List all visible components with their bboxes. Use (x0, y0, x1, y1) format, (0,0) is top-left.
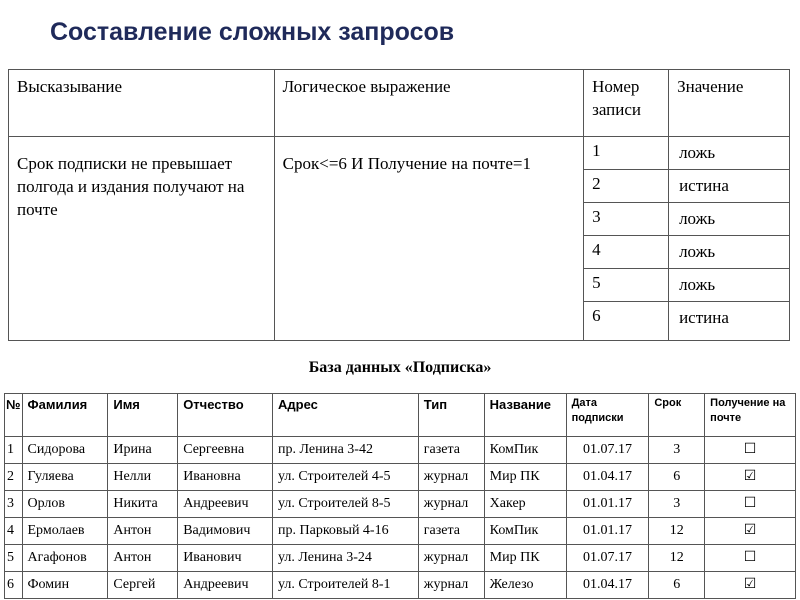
cell-date: 01.04.17 (566, 572, 649, 599)
cell-term: 3 (649, 491, 705, 518)
record-value: ложь (669, 203, 790, 236)
statement-cell: Срок подписки не превышает полгода и издания получают на почте (9, 137, 275, 341)
header-expression: Логическое выражение (274, 70, 583, 137)
cell-type: газета (418, 518, 484, 545)
cell-first-name: Сергей (108, 572, 178, 599)
cell-first-name: Никита (108, 491, 178, 518)
cell-type: журнал (418, 491, 484, 518)
record-value: ложь (669, 236, 790, 269)
header-record-number: Номер записи (584, 70, 669, 137)
table-row (5, 491, 796, 518)
cell-number: 4 (5, 518, 23, 545)
cell-middle-name: Андреевич (178, 491, 273, 518)
cell-date: 01.01.17 (566, 518, 649, 545)
cell-number: 6 (5, 572, 23, 599)
database-header-row (5, 394, 796, 437)
record-number: 1 (584, 137, 669, 170)
query-table-header (9, 70, 790, 137)
page-title: Составление сложных запросов (50, 18, 455, 46)
record-value: ложь (669, 269, 790, 302)
record-value: истина (669, 170, 790, 203)
cell-last-name: Фомин (22, 572, 108, 599)
cell-middle-name: Иванович (178, 545, 273, 572)
col-date: Дата подписки (566, 394, 649, 437)
cell-type: журнал (418, 464, 484, 491)
cell-number: 2 (5, 464, 23, 491)
cell-first-name: Ирина (108, 437, 178, 464)
table-row (5, 464, 796, 491)
col-middle-name: Отчество (178, 394, 273, 437)
cell-term: 3 (649, 437, 705, 464)
table-row (5, 518, 796, 545)
checkbox-checked-icon[interactable]: ☑ (743, 577, 757, 592)
cell-first-name: Антон (108, 545, 178, 572)
expression-cell: Срок<=6 И Получение на почте=1 (274, 137, 583, 341)
cell-address: пр. Ленина 3-42 (273, 437, 419, 464)
cell-number: 1 (5, 437, 23, 464)
cell-middle-name: Андреевич (178, 572, 273, 599)
database-title: База данных «Подписка» (308, 359, 492, 376)
col-address: Адрес (273, 394, 419, 437)
cell-type: газета (418, 437, 484, 464)
record-number: 2 (584, 170, 669, 203)
cell-title: Мир ПК (484, 545, 566, 572)
cell-middle-name: Вадимович (178, 518, 273, 545)
query-table (8, 69, 790, 341)
cell-type: журнал (418, 545, 484, 572)
cell-last-name: Орлов (22, 491, 108, 518)
col-number: № (5, 394, 23, 437)
header-statement: Высказывание (9, 70, 275, 137)
cell-number: 3 (5, 491, 23, 518)
cell-address: ул. Строителей 8-1 (273, 572, 419, 599)
cell-type: журнал (418, 572, 484, 599)
cell-address: ул. Строителей 4-5 (273, 464, 419, 491)
checkbox-icon[interactable]: ☐ (743, 496, 757, 511)
cell-date: 01.07.17 (566, 437, 649, 464)
checkbox-icon[interactable]: ☐ (743, 442, 757, 457)
cell-last-name: Гуляева (22, 464, 108, 491)
cell-term: 12 (649, 518, 705, 545)
cell-term: 6 (649, 464, 705, 491)
cell-date: 01.07.17 (566, 545, 649, 572)
cell-title: Мир ПК (484, 464, 566, 491)
cell-number: 5 (5, 545, 23, 572)
cell-last-name: Сидорова (22, 437, 108, 464)
record-number: 5 (584, 269, 669, 302)
cell-last-name: Ермолаев (22, 518, 108, 545)
cell-title: Хакер (484, 491, 566, 518)
cell-middle-name: Сергеевна (178, 437, 273, 464)
col-term: Срок (649, 394, 705, 437)
record-value: истина (669, 302, 790, 341)
table-row (5, 572, 796, 599)
checkbox-checked-icon[interactable]: ☑ (743, 469, 757, 484)
database-table (4, 393, 796, 599)
cell-address: ул. Ленина 3-24 (273, 545, 419, 572)
query-row (9, 137, 790, 170)
header-value: Значение (669, 70, 790, 137)
cell-address: пр. Парковый 4-16 (273, 518, 419, 545)
cell-middle-name: Ивановна (178, 464, 273, 491)
cell-term: 6 (649, 572, 705, 599)
checkbox-icon[interactable]: ☐ (743, 550, 757, 565)
cell-date: 01.01.17 (566, 491, 649, 518)
record-number: 6 (584, 302, 669, 341)
cell-last-name: Агафонов (22, 545, 108, 572)
cell-term: 12 (649, 545, 705, 572)
checkbox-checked-icon[interactable]: ☑ (743, 523, 757, 538)
cell-address: ул. Строителей 8-5 (273, 491, 419, 518)
col-first-name: Имя (108, 394, 178, 437)
record-number: 3 (584, 203, 669, 236)
table-row (5, 437, 796, 464)
cell-date: 01.04.17 (566, 464, 649, 491)
cell-first-name: Нелли (108, 464, 178, 491)
cell-title: Железо (484, 572, 566, 599)
cell-title: КомПик (484, 518, 566, 545)
cell-first-name: Антон (108, 518, 178, 545)
col-mail: Получение на почте (705, 394, 796, 437)
record-value: ложь (669, 137, 790, 170)
table-row (5, 545, 796, 572)
col-title: Название (484, 394, 566, 437)
col-last-name: Фамилия (22, 394, 108, 437)
record-number: 4 (584, 236, 669, 269)
col-type: Тип (418, 394, 484, 437)
cell-title: КомПик (484, 437, 566, 464)
